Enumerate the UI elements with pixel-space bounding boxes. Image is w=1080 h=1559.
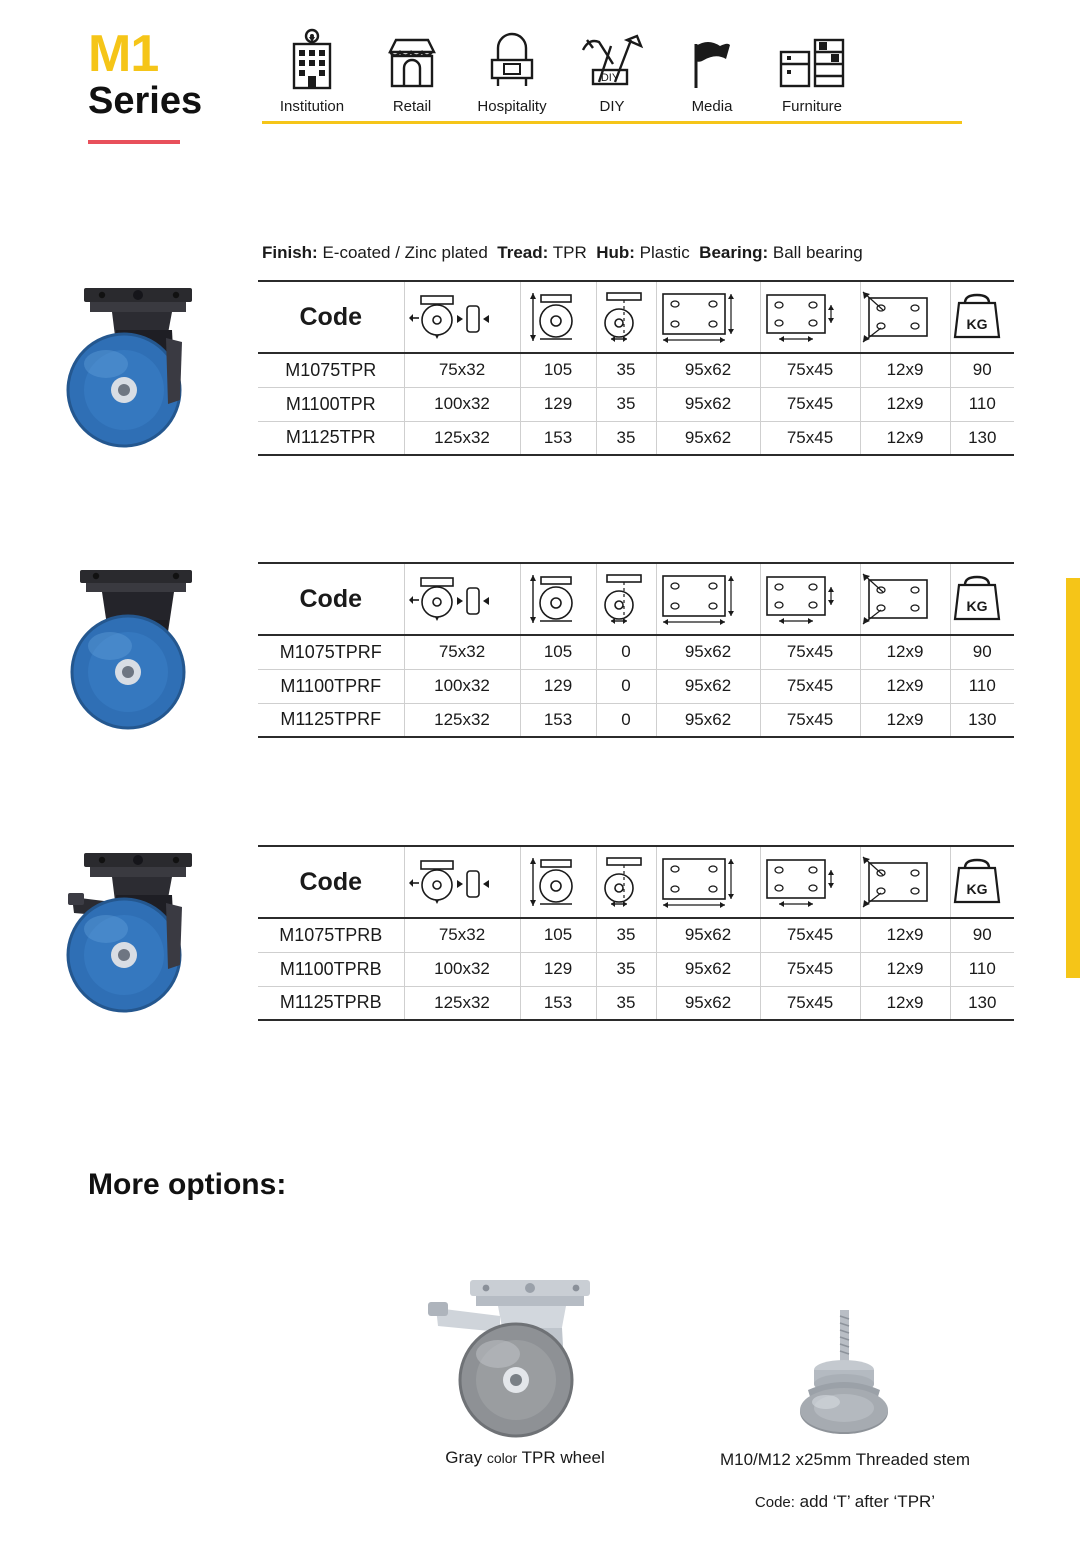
cell-load: 130 — [950, 986, 1014, 1020]
cell-code: M1125TPR — [258, 421, 404, 455]
furniture-icon — [762, 26, 862, 92]
column-header-code: Code — [258, 846, 404, 918]
column-header-wheel-size — [404, 563, 520, 635]
category-media — [662, 26, 762, 115]
column-header-bolt-spacing — [760, 846, 860, 918]
cell-offset: 35 — [596, 421, 656, 455]
column-header-plate-size — [656, 281, 760, 353]
cell-bolt-spacing: 75x45 — [760, 387, 860, 421]
finish-label: Finish: — [262, 243, 318, 262]
finish-value: E-coated / Zinc plated — [322, 243, 488, 262]
column-header-swivel-offset — [596, 563, 656, 635]
brand-series-code: M1 — [88, 25, 159, 83]
bearing-value: Ball bearing — [772, 243, 863, 262]
cell-code: M1125TPRB — [258, 986, 404, 1020]
swivel-caster-photo — [0, 278, 250, 468]
cell-load: 90 — [950, 635, 1014, 669]
page-header — [0, 0, 1080, 200]
svg-text:KG: KG — [966, 598, 987, 614]
cell-load: 110 — [950, 387, 1014, 421]
cell-plate: 95x62 — [656, 952, 760, 986]
category-label: Institution — [279, 98, 345, 115]
cell-height: 105 — [520, 635, 596, 669]
threaded-stem-photo — [700, 1290, 990, 1450]
cell-offset: 0 — [596, 703, 656, 737]
hub-value: Plastic — [639, 243, 690, 262]
svg-text:KG: KG — [966, 881, 987, 897]
cell-wheel: 125x32 — [404, 421, 520, 455]
cell-plate: 95x62 — [656, 669, 760, 703]
cell-offset: 35 — [596, 952, 656, 986]
cell-height: 105 — [520, 353, 596, 387]
tread-label: Tread: — [497, 243, 549, 262]
caption-color: color — [486, 1450, 518, 1466]
cell-height: 153 — [520, 986, 596, 1020]
diy-icon — [562, 26, 662, 92]
cell-bolt-size: 12x9 — [860, 952, 950, 986]
cell-plate: 95x62 — [656, 703, 760, 737]
option-gray-wheel — [380, 1268, 670, 1468]
cell-bolt-spacing: 75x45 — [760, 635, 860, 669]
institution-icon — [262, 26, 362, 92]
cell-wheel: 100x32 — [404, 387, 520, 421]
cell-code: M1100TPRB — [258, 952, 404, 986]
brand-series-word: Series — [88, 80, 203, 122]
code-label: Code: — [754, 1494, 795, 1511]
more-options-title: More options: — [88, 1168, 287, 1201]
cell-plate: 95x62 — [656, 387, 760, 421]
cell-offset: 35 — [596, 353, 656, 387]
table-row — [258, 986, 1014, 1020]
threaded-stem-caption: M10/M12 x25mm Threaded stem — [719, 1450, 971, 1469]
cell-bolt-size: 12x9 — [860, 669, 950, 703]
column-header-bolt-size — [860, 281, 950, 353]
cell-load: 90 — [950, 353, 1014, 387]
table-row — [258, 421, 1014, 455]
cell-wheel: 75x32 — [404, 353, 520, 387]
column-header-load-kg — [950, 281, 1014, 353]
cell-bolt-spacing: 75x45 — [760, 353, 860, 387]
cell-height: 153 — [520, 703, 596, 737]
cell-offset: 0 — [596, 635, 656, 669]
cell-code: M1125TPRF — [258, 703, 404, 737]
cell-bolt-size: 12x9 — [860, 353, 950, 387]
spec-table-swivel — [258, 280, 1014, 456]
category-institution — [262, 26, 362, 115]
option-threaded-stem — [700, 1290, 990, 1512]
column-header-bolt-spacing — [760, 281, 860, 353]
page-side-tab — [1066, 578, 1080, 978]
braked-caster-photo — [0, 843, 250, 1033]
cell-offset: 35 — [596, 986, 656, 1020]
cell-bolt-size: 12x9 — [860, 387, 950, 421]
cell-wheel: 125x32 — [404, 703, 520, 737]
column-header-code: Code — [258, 563, 404, 635]
column-header-plate-size — [656, 846, 760, 918]
column-header-swivel-offset — [596, 846, 656, 918]
cell-plate: 95x62 — [656, 635, 760, 669]
cell-bolt-size: 12x9 — [860, 635, 950, 669]
cell-load: 110 — [950, 669, 1014, 703]
cell-bolt-size: 12x9 — [860, 421, 950, 455]
svg-text:KG: KG — [966, 316, 987, 332]
cell-wheel: 100x32 — [404, 669, 520, 703]
cell-bolt-spacing: 75x45 — [760, 952, 860, 986]
table-row — [258, 918, 1014, 952]
cell-code: M1075TPRB — [258, 918, 404, 952]
table-row — [258, 353, 1014, 387]
cell-wheel: 125x32 — [404, 986, 520, 1020]
cell-bolt-spacing: 75x45 — [760, 918, 860, 952]
cell-bolt-size: 12x9 — [860, 703, 950, 737]
column-header-plate-size — [656, 563, 760, 635]
category-hospitality — [462, 26, 562, 115]
code-value: add ‘T’ after ‘TPR’ — [799, 1492, 936, 1511]
cell-code: M1075TPR — [258, 353, 404, 387]
column-header-overall-height — [520, 846, 596, 918]
hospitality-icon — [462, 26, 562, 92]
column-header-code: Code — [258, 281, 404, 353]
table-header-row — [258, 563, 1014, 635]
caption-gray: Gray — [445, 1448, 483, 1467]
category-label: Retail — [392, 98, 432, 115]
table-row — [258, 669, 1014, 703]
column-header-bolt-size — [860, 563, 950, 635]
category-retail — [362, 26, 462, 115]
category-furniture — [762, 26, 862, 115]
tread-value: TPR — [552, 243, 587, 262]
media-icon — [662, 26, 762, 92]
table-header-row — [258, 846, 1014, 918]
spec-summary-line — [262, 243, 863, 263]
svg-text:DIY: DIY — [600, 72, 620, 84]
gray-tpr-wheel-photo — [380, 1268, 670, 1448]
cell-plate: 95x62 — [656, 353, 760, 387]
cell-offset: 35 — [596, 387, 656, 421]
table-row — [258, 387, 1014, 421]
cell-code: M1100TPRF — [258, 669, 404, 703]
cell-height: 105 — [520, 918, 596, 952]
category-label: Media — [691, 98, 733, 115]
caption-tpr-wheel: TPR wheel — [521, 1448, 605, 1467]
category-label: DIY — [599, 98, 625, 115]
cell-offset: 0 — [596, 669, 656, 703]
column-header-load-kg — [950, 563, 1014, 635]
spec-table-braked — [258, 845, 1014, 1021]
cell-height: 129 — [520, 387, 596, 421]
cell-plate: 95x62 — [656, 918, 760, 952]
cell-bolt-spacing: 75x45 — [760, 986, 860, 1020]
cell-height: 153 — [520, 421, 596, 455]
cell-code: M1075TPRF — [258, 635, 404, 669]
column-header-bolt-spacing — [760, 563, 860, 635]
cell-wheel: 75x32 — [404, 635, 520, 669]
gray-wheel-caption — [380, 1448, 670, 1468]
cell-bolt-spacing: 75x45 — [760, 703, 860, 737]
cell-load: 110 — [950, 952, 1014, 986]
column-header-overall-height — [520, 281, 596, 353]
table-row — [258, 635, 1014, 669]
categories-underline — [262, 121, 962, 124]
cell-height: 129 — [520, 952, 596, 986]
category-label: Hospitality — [477, 98, 547, 115]
cell-plate: 95x62 — [656, 421, 760, 455]
cell-height: 129 — [520, 669, 596, 703]
retail-icon — [362, 26, 462, 92]
bearing-label: Bearing: — [699, 243, 769, 262]
cell-code: M1100TPR — [258, 387, 404, 421]
threaded-stem-code-line — [700, 1492, 990, 1512]
fixed-caster-photo — [0, 560, 250, 750]
column-header-wheel-size — [404, 281, 520, 353]
cell-bolt-size: 12x9 — [860, 986, 950, 1020]
table-row — [258, 703, 1014, 737]
cell-offset: 35 — [596, 918, 656, 952]
table-header-row — [258, 281, 1014, 353]
cell-bolt-spacing: 75x45 — [760, 421, 860, 455]
hub-label: Hub: — [596, 243, 635, 262]
cell-load: 90 — [950, 918, 1014, 952]
spec-table-fixed — [258, 562, 1014, 738]
brand-underline — [88, 140, 180, 144]
cell-load: 130 — [950, 703, 1014, 737]
column-header-overall-height — [520, 563, 596, 635]
category-label: Furniture — [781, 98, 843, 115]
cell-bolt-spacing: 75x45 — [760, 669, 860, 703]
brand-block — [88, 25, 258, 144]
table-row — [258, 952, 1014, 986]
application-categories — [262, 26, 1002, 124]
column-header-swivel-offset — [596, 281, 656, 353]
cell-load: 130 — [950, 421, 1014, 455]
cell-wheel: 75x32 — [404, 918, 520, 952]
cell-plate: 95x62 — [656, 986, 760, 1020]
category-diy — [562, 26, 662, 115]
cell-bolt-size: 12x9 — [860, 918, 950, 952]
column-header-bolt-size — [860, 846, 950, 918]
column-header-load-kg — [950, 846, 1014, 918]
cell-wheel: 100x32 — [404, 952, 520, 986]
column-header-wheel-size — [404, 846, 520, 918]
